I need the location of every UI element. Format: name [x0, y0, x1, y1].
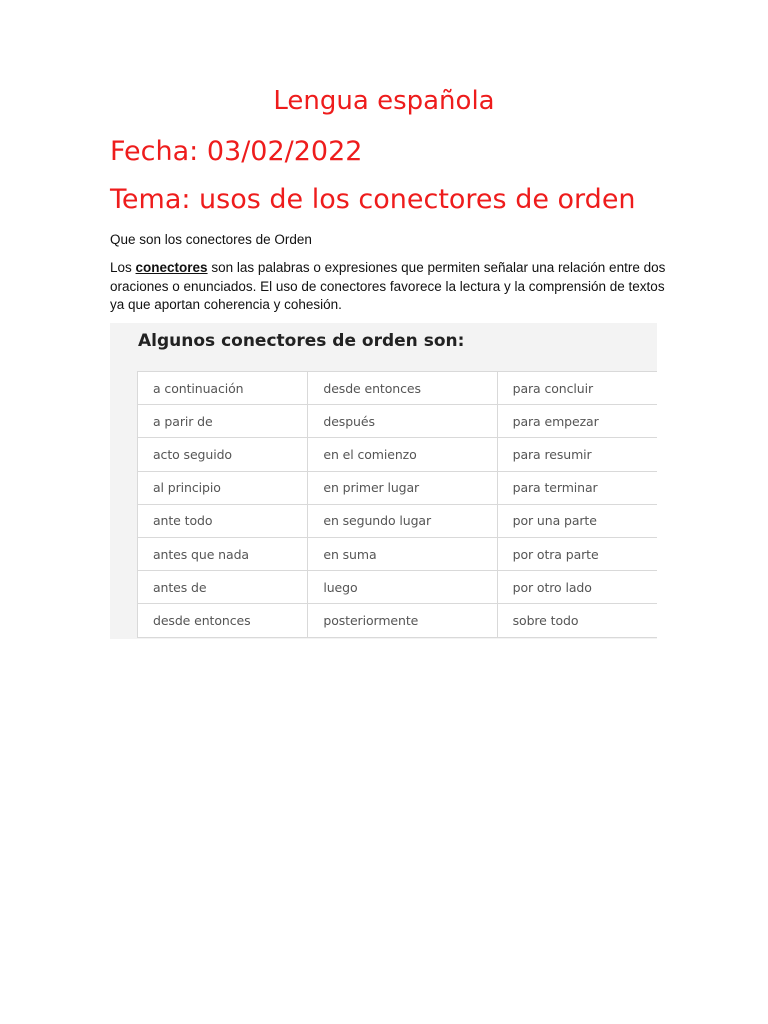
table-row: [138, 372, 658, 405]
table-cell: por una parte: [497, 504, 657, 537]
table-cell: en suma: [308, 537, 497, 570]
table-cell: antes que nada: [138, 537, 308, 570]
table-cell: al principio: [138, 471, 308, 504]
date-heading: Fecha: 03/02/2022: [110, 136, 363, 167]
table-row: [138, 471, 658, 504]
table-row: [138, 405, 658, 438]
keyword-conectores: conectores: [135, 260, 208, 275]
table-cell: a continuación: [138, 372, 308, 405]
table-cell: posteriormente: [308, 604, 497, 637]
figure-title: Algunos conectores de orden son:: [138, 331, 465, 351]
table-cell: por otra parte: [497, 537, 657, 570]
table-cell: a parir de: [138, 405, 308, 438]
table-cell: después: [308, 405, 497, 438]
table-cell: antes de: [138, 571, 308, 604]
connectors-figure: [110, 323, 657, 639]
table-cell: para concluir: [497, 372, 657, 405]
table-cell: ante todo: [138, 504, 308, 537]
table-row: [138, 537, 658, 570]
question-text: Que son los conectores de Orden: [110, 232, 312, 247]
topic-heading: Tema: usos de los conectores de orden: [110, 184, 636, 215]
table-cell: desde entonces: [308, 372, 497, 405]
table-row: [138, 504, 658, 537]
table-cell: sobre todo: [497, 604, 657, 637]
table-cell: acto seguido: [138, 438, 308, 471]
table-cell: para resumir: [497, 438, 657, 471]
table-cell: en el comienzo: [308, 438, 497, 471]
connectors-table: [137, 371, 657, 638]
table-cell: en segundo lugar: [308, 504, 497, 537]
paragraph-body: son las palabras o expresiones que permiten señalar una relación entre dos oraciones o enunciados. El uso de conectores favorece la lectura y la comprensión de textos ya que aportan coherencia y cohesión.: [110, 260, 666, 312]
table-cell: por otro lado: [497, 571, 657, 604]
table-cell: en primer lugar: [308, 471, 497, 504]
table-cell: luego: [308, 571, 497, 604]
definition-paragraph: [110, 259, 670, 315]
table-row: [138, 438, 658, 471]
table-cell: para terminar: [497, 471, 657, 504]
table-cell: desde entonces: [138, 604, 308, 637]
document-title: Lengua española: [273, 86, 495, 116]
paragraph-intro: Los: [110, 260, 136, 275]
table-cell: para empezar: [497, 405, 657, 438]
table-row: [138, 571, 658, 604]
table-row: [138, 604, 658, 637]
